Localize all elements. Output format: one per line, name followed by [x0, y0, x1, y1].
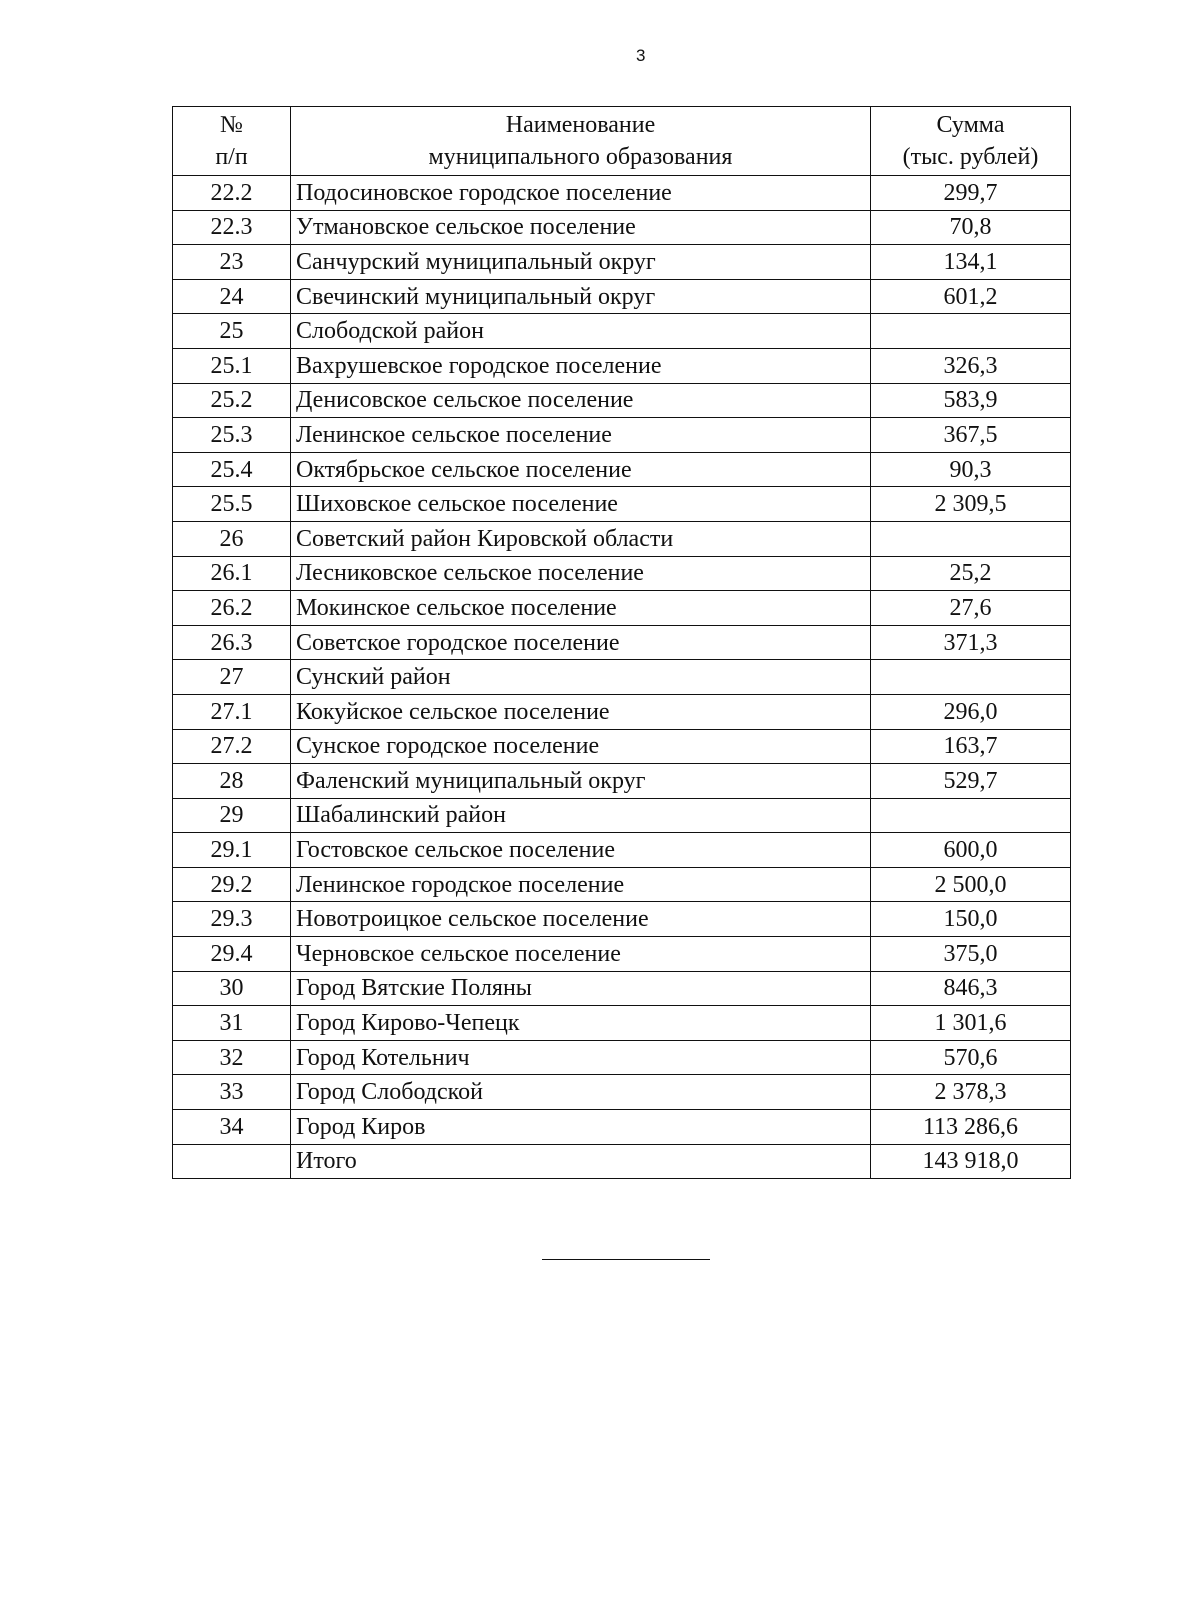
row-municipality-name: Город Киров — [291, 1110, 871, 1145]
row-municipality-name: Новотроицкое сельское поселение — [291, 902, 871, 937]
row-municipality-name: Советский район Кировской области — [291, 521, 871, 556]
header-name — [291, 107, 871, 176]
row-municipality-name: Город Слободской — [291, 1075, 871, 1110]
row-number: 34 — [173, 1110, 291, 1145]
table-row — [173, 625, 1071, 660]
row-municipality-name: Санчурский муниципальный округ — [291, 245, 871, 280]
allocation-table-container — [172, 106, 1070, 1179]
row-number: 26.2 — [173, 591, 291, 626]
row-number — [173, 1144, 291, 1179]
row-sum: 70,8 — [871, 210, 1071, 245]
table-row — [173, 971, 1071, 1006]
row-number: 29.4 — [173, 937, 291, 972]
row-municipality-name: Кокуйское сельское поселение — [291, 694, 871, 729]
row-number: 27 — [173, 660, 291, 695]
row-number: 23 — [173, 245, 291, 280]
row-sum: 2 500,0 — [871, 867, 1071, 902]
table-row — [173, 452, 1071, 487]
row-sum: 601,2 — [871, 279, 1071, 314]
row-municipality-name: Город Вятские Поляны — [291, 971, 871, 1006]
row-municipality-name: Денисовское сельское поселение — [291, 383, 871, 418]
row-sum: 150,0 — [871, 902, 1071, 937]
row-sum — [871, 521, 1071, 556]
table-row — [173, 383, 1071, 418]
row-number: 29.1 — [173, 833, 291, 868]
row-municipality-name: Город Котельнич — [291, 1040, 871, 1075]
header-number — [173, 107, 291, 176]
row-number: 25.2 — [173, 383, 291, 418]
table-row — [173, 1144, 1071, 1179]
row-sum: 600,0 — [871, 833, 1071, 868]
row-municipality-name: Город Кирово-Чепецк — [291, 1006, 871, 1041]
header-name-line2: муниципального образования — [428, 144, 733, 170]
table-row — [173, 694, 1071, 729]
row-sum: 570,6 — [871, 1040, 1071, 1075]
page-number: 3 — [636, 46, 646, 65]
row-sum: 25,2 — [871, 556, 1071, 591]
row-sum: 375,0 — [871, 937, 1071, 972]
header-sum — [871, 107, 1071, 176]
row-sum: 367,5 — [871, 418, 1071, 453]
row-number: 26.1 — [173, 556, 291, 591]
row-municipality-name: Утмановское сельское поселение — [291, 210, 871, 245]
row-sum: 371,3 — [871, 625, 1071, 660]
table-row — [173, 176, 1071, 211]
row-number: 29.2 — [173, 867, 291, 902]
row-sum — [871, 798, 1071, 833]
row-sum: 529,7 — [871, 764, 1071, 799]
row-municipality-name: Сунское городское поселение — [291, 729, 871, 764]
table-row — [173, 521, 1071, 556]
row-municipality-name: Лесниковское сельское поселение — [291, 556, 871, 591]
table-row — [173, 418, 1071, 453]
row-number: 25.5 — [173, 487, 291, 522]
table-row — [173, 729, 1071, 764]
row-number: 25 — [173, 314, 291, 349]
row-number: 25.4 — [173, 452, 291, 487]
row-number: 29 — [173, 798, 291, 833]
table-header-row — [173, 107, 1071, 176]
row-sum: 846,3 — [871, 971, 1071, 1006]
table-row — [173, 937, 1071, 972]
table-row — [173, 348, 1071, 383]
table-row — [173, 245, 1071, 280]
table-row — [173, 1110, 1071, 1145]
row-number: 25.1 — [173, 348, 291, 383]
table-row — [173, 798, 1071, 833]
row-sum — [871, 660, 1071, 695]
table-row — [173, 902, 1071, 937]
row-sum: 90,3 — [871, 452, 1071, 487]
row-municipality-name: Октябрьское сельское поселение — [291, 452, 871, 487]
table-row — [173, 660, 1071, 695]
row-sum: 1 301,6 — [871, 1006, 1071, 1041]
allocation-table — [172, 106, 1071, 1179]
row-municipality-name: Ленинское городское поселение — [291, 867, 871, 902]
row-sum: 2 309,5 — [871, 487, 1071, 522]
row-sum: 2 378,3 — [871, 1075, 1071, 1110]
end-of-document-line — [542, 1259, 710, 1260]
table-row — [173, 314, 1071, 349]
row-number: 26.3 — [173, 625, 291, 660]
row-municipality-name: Вахрушевское городское поселение — [291, 348, 871, 383]
header-sum-line1: Сумма — [936, 112, 1005, 138]
table-row — [173, 1075, 1071, 1110]
row-sum: 27,6 — [871, 591, 1071, 626]
table-row — [173, 591, 1071, 626]
row-municipality-name: Сунский район — [291, 660, 871, 695]
table-row — [173, 1040, 1071, 1075]
header-name-line1: Наименование — [505, 112, 656, 138]
row-municipality-name: Шиховское сельское поселение — [291, 487, 871, 522]
header-number-line2: п/п — [215, 144, 248, 170]
table-row — [173, 833, 1071, 868]
row-number: 28 — [173, 764, 291, 799]
row-sum: 583,9 — [871, 383, 1071, 418]
row-municipality-name: Подосиновское городское поселение — [291, 176, 871, 211]
table-row — [173, 1006, 1071, 1041]
table-row — [173, 279, 1071, 314]
header-sum-line2: (тыс. рублей) — [902, 144, 1039, 170]
row-number: 25.3 — [173, 418, 291, 453]
table-row — [173, 867, 1071, 902]
row-sum: 326,3 — [871, 348, 1071, 383]
row-municipality-name: Черновское сельское поселение — [291, 937, 871, 972]
row-sum: 163,7 — [871, 729, 1071, 764]
row-municipality-name: Ленинское сельское поселение — [291, 418, 871, 453]
row-number: 29.3 — [173, 902, 291, 937]
row-number: 22.2 — [173, 176, 291, 211]
row-number: 27.1 — [173, 694, 291, 729]
header-number-line1: № — [220, 112, 243, 138]
row-municipality-name: Слободской район — [291, 314, 871, 349]
row-sum: 296,0 — [871, 694, 1071, 729]
row-sum — [871, 314, 1071, 349]
row-sum: 143 918,0 — [871, 1144, 1071, 1179]
row-number: 33 — [173, 1075, 291, 1110]
row-municipality-name: Итого — [291, 1144, 871, 1179]
row-number: 22.3 — [173, 210, 291, 245]
table-body — [173, 176, 1071, 1179]
row-municipality-name: Советское городское поселение — [291, 625, 871, 660]
row-municipality-name: Гостовское сельское поселение — [291, 833, 871, 868]
table-row — [173, 764, 1071, 799]
row-sum: 299,7 — [871, 176, 1071, 211]
row-number: 26 — [173, 521, 291, 556]
table-row — [173, 210, 1071, 245]
row-number: 30 — [173, 971, 291, 1006]
row-number: 32 — [173, 1040, 291, 1075]
row-sum: 113 286,6 — [871, 1110, 1071, 1145]
table-row — [173, 556, 1071, 591]
row-sum: 134,1 — [871, 245, 1071, 280]
row-number: 24 — [173, 279, 291, 314]
table-row — [173, 487, 1071, 522]
row-number: 27.2 — [173, 729, 291, 764]
row-municipality-name: Мокинское сельское поселение — [291, 591, 871, 626]
row-municipality-name: Свечинский муниципальный округ — [291, 279, 871, 314]
row-municipality-name: Шабалинский район — [291, 798, 871, 833]
row-number: 31 — [173, 1006, 291, 1041]
row-municipality-name: Фаленский муниципальный округ — [291, 764, 871, 799]
